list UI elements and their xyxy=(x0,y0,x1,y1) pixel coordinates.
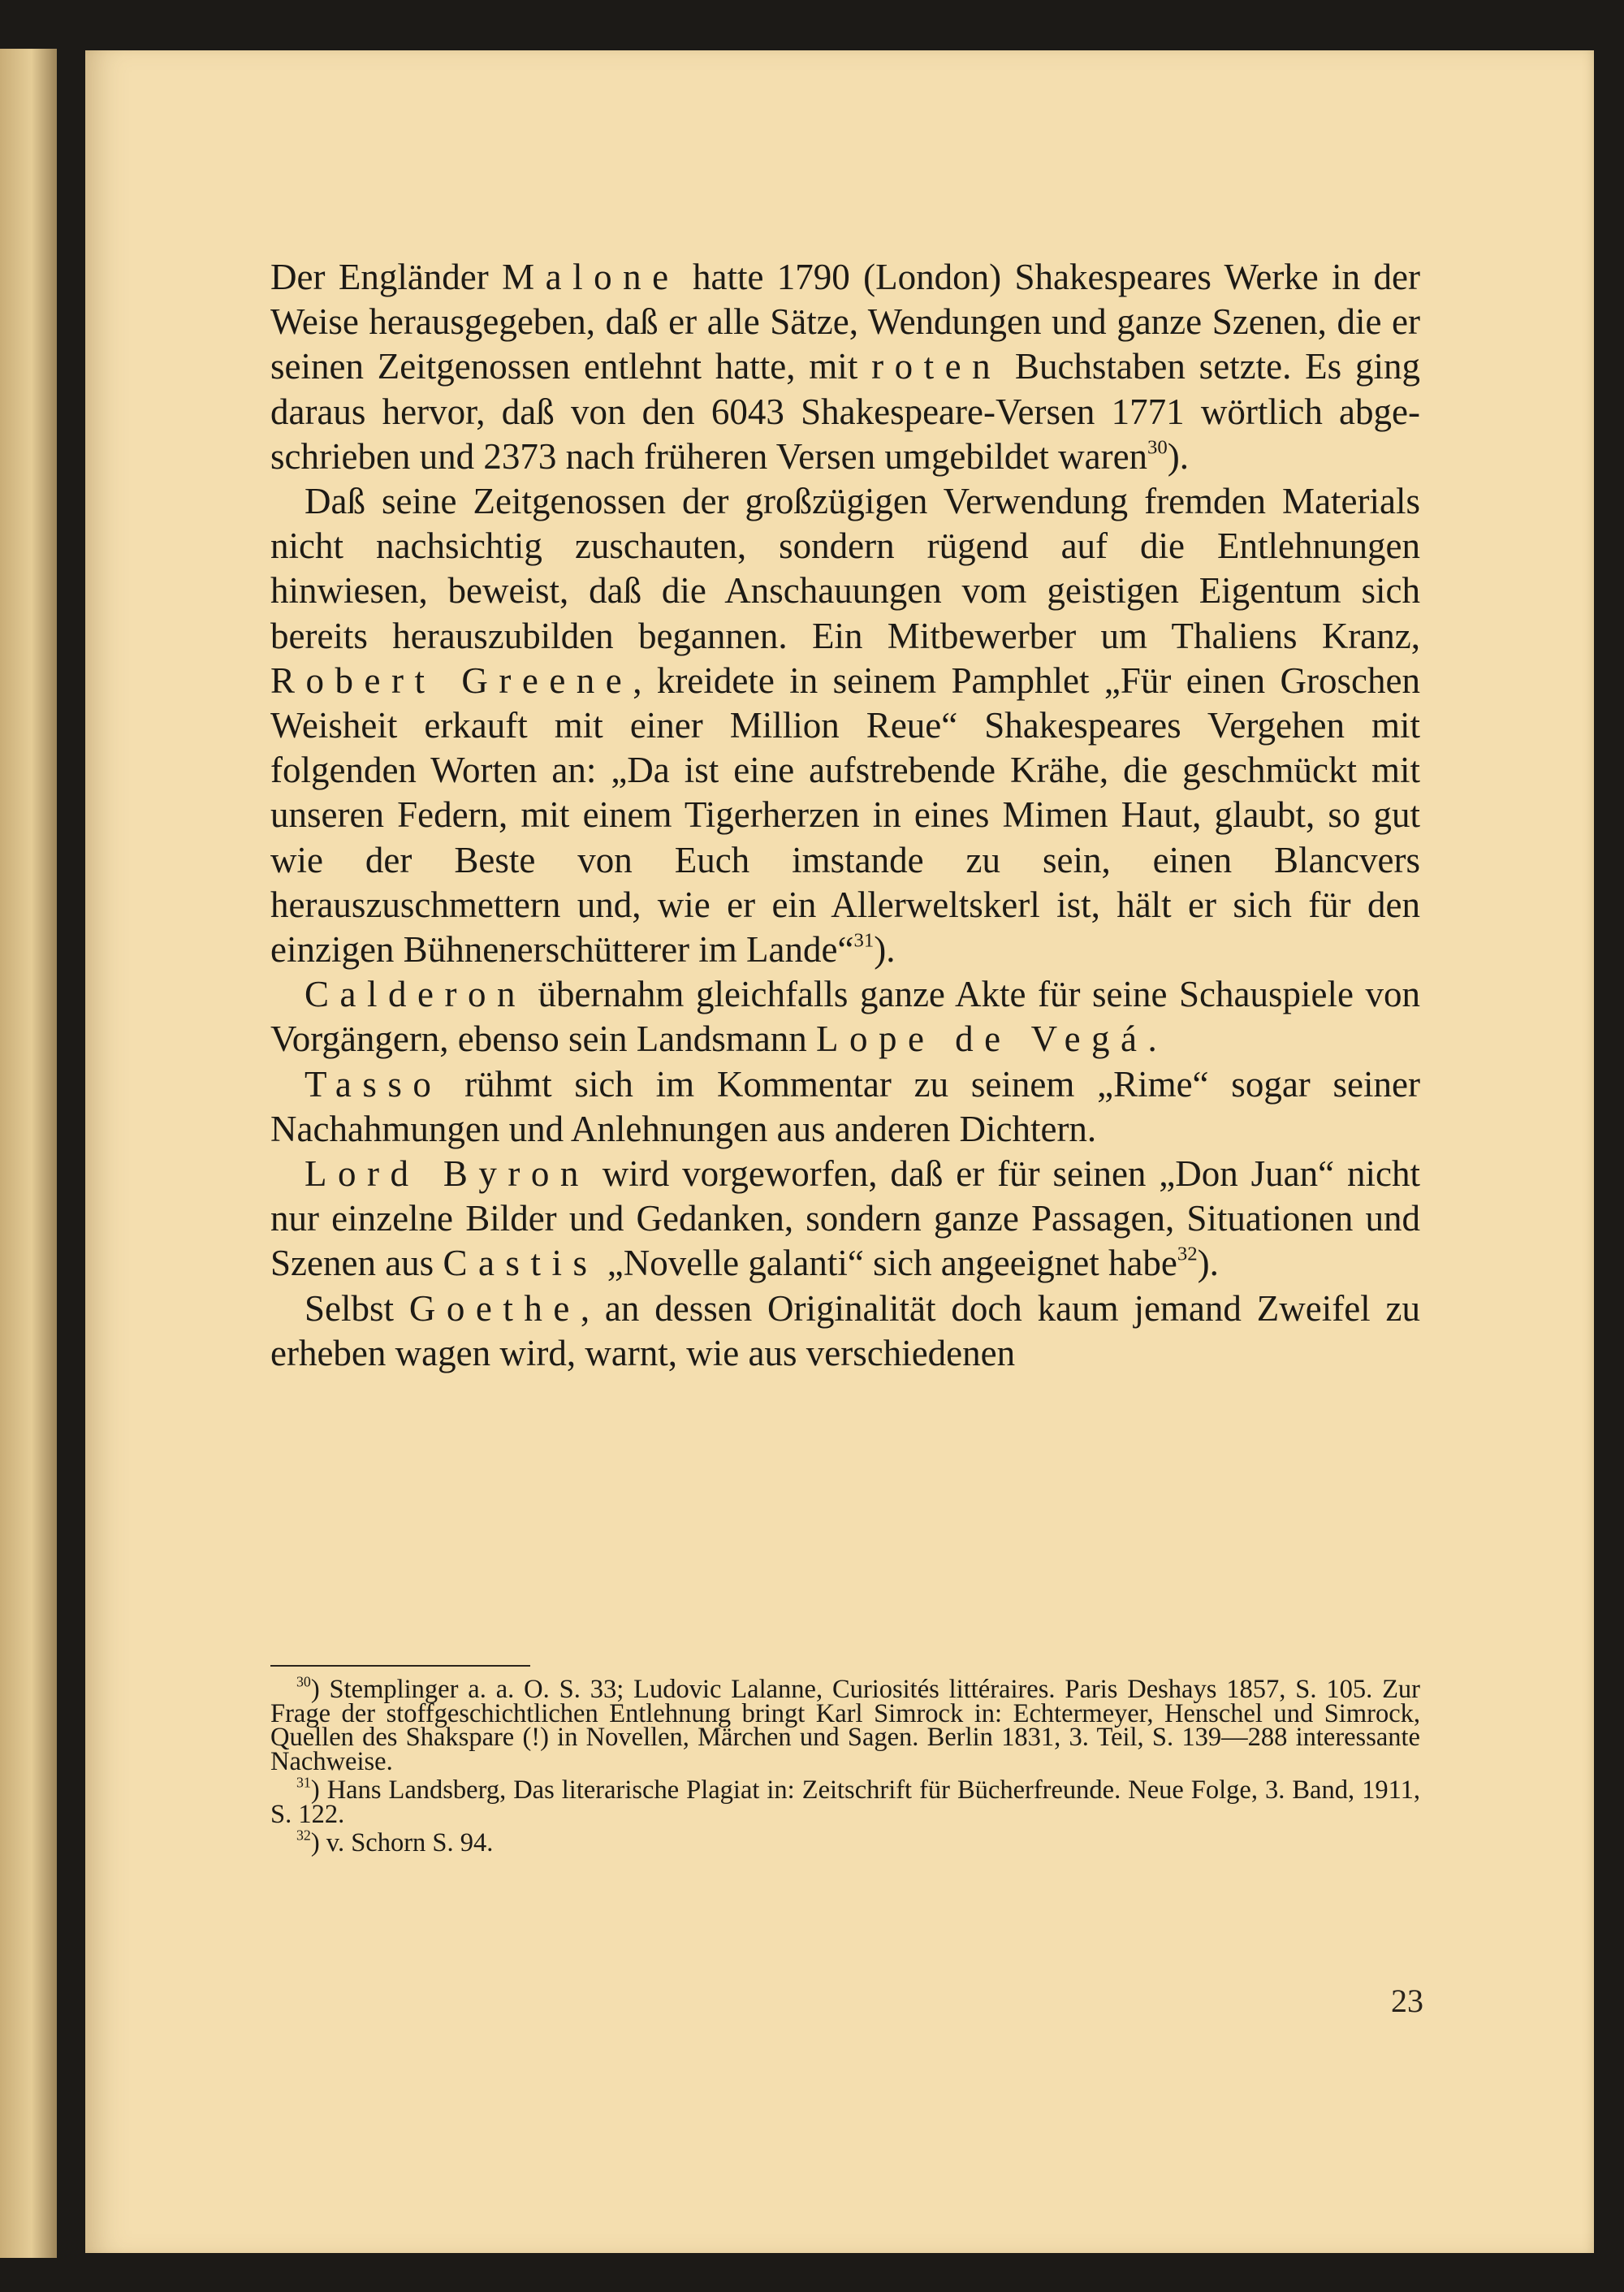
paragraph-6 xyxy=(270,1287,1420,1376)
text-run: Daß seine Zeitgenossen der großzügigen Verwendung fremden Materials nicht nachsichtig zuschauten, sondern rügend auf die Entlehnungen hinwiesen, beweist, daß die Anschauungen vom geistigen Eigentum sich bereits herauszubilden begannen. Ein Mitbewerber um Thaliens Kranz, xyxy=(270,481,1420,656)
text-run: Buchstaben setzte. Es ging daraus hervor, daß von den 6043 Shakespeare-Versen 1771 wörtlich abgeschrieben und 2373 nach früheren Versen umgebildet waren xyxy=(270,346,1421,477)
text-run: Der Engländer xyxy=(270,257,503,297)
footnotes xyxy=(270,1673,1420,1857)
text-run: , an dessen Originalität doch kaum jemand Zweifel zu erheben wagen wird, warnt, wie aus verschiedenen xyxy=(270,1287,1420,1373)
paragraph-3 xyxy=(270,972,1420,1062)
footnote-ref: 32 xyxy=(296,1827,311,1844)
spaced-name: Tasso xyxy=(304,1063,443,1105)
paragraph-2 xyxy=(270,479,1420,972)
page-number: 23 xyxy=(1391,1983,1423,2019)
text-run: wird vorgeworfen, daß er für seinen „Don Juan“ nicht nur einzelne Bilder und Gedanken, sondern ganze Passagen, Situationen und Szenen aus xyxy=(270,1153,1420,1284)
previous-page-edge xyxy=(0,49,57,2258)
paragraph-4 xyxy=(270,1062,1420,1152)
spaced-name: Lord Byron xyxy=(304,1153,590,1195)
text-run: hatte 1790 (London) Shakespeares Werke in der Weise herausgegeben, daß er alle Sätze, Wendungen und ganze Szenen, die er seinen Zeitgenossen entlehnt hatte, mit xyxy=(270,257,1420,387)
text-run: ) Hans Landsberg, Das literarische Plagiat in: Zeitschrift für Bücherfreunde. Neue Folge, 3. Band, 1911, S. 122. xyxy=(270,1775,1420,1829)
spaced-name: Lope de Vegá xyxy=(815,1018,1148,1060)
text-run: ) Stemplinger a. a. O. S. 33; Ludovic Lalanne, Curiosités littéraires. Paris Deshays 1857, S. 105. Zur Frage der stoffgeschichtlichen Entlehnung bringt Karl Simrock in: Echtermeyer, Henschel und Simrock, Quellen des Shakspare (!) in Novellen, Märchen und Sagen. Berlin 1831, 3. Teil, S. 139—288 interessante Nachweise. xyxy=(270,1675,1420,1776)
text-run: , kreidete in seinem Pamphlet „Für einen Groschen Weisheit erkauft mit einer Million Reue“ Shakespeares Vergehen mit folgenden Worten an: „Da ist eine aufstrebende Krähe, die geschmückt mit unseren Federn, mit einem Tigerherzen in eines Mimen Haut, glaubt, so gut wie der Beste von Euch imstande zu sein, einen Blancvers herauszuschmettern und, wie er ein Allerweltskerl ist, hält er sich für den einzigen Bühnenerschütterer im Lande“ xyxy=(270,659,1420,971)
spaced-name: Malone xyxy=(502,257,680,297)
spaced-name: Goethe xyxy=(408,1287,581,1329)
paragraph-5 xyxy=(270,1152,1420,1287)
text-run: ). xyxy=(1167,435,1190,477)
paragraph-1 xyxy=(270,255,1420,479)
footnote-ref: 30 xyxy=(1147,436,1168,459)
footnote-rule xyxy=(270,1665,530,1667)
footnote-ref: 31 xyxy=(296,1774,311,1791)
footnote-31 xyxy=(270,1774,1420,1829)
footnote-32 xyxy=(270,1827,1420,1857)
spaced-name: Robert Greene xyxy=(270,659,633,701)
text-run: rühmt sich im Kommentar zu seinem „Rime“ sogar seiner Nachahmungen und Anlehnungen aus anderen Dichtern. xyxy=(270,1063,1420,1149)
spaced-name: roten xyxy=(871,346,1002,387)
text-run: übernahm gleichfalls ganze Akte für seine Schauspiele von Vorgängern, ebenso sein Landsmann xyxy=(270,974,1420,1060)
footnote-ref: 31 xyxy=(853,929,875,952)
text-run: . xyxy=(1147,1018,1157,1060)
text-run: „Novelle galanti“ sich angeeignet habe xyxy=(598,1243,1177,1284)
footnote-30 xyxy=(270,1673,1420,1776)
text-run: ). xyxy=(1197,1243,1219,1284)
book-page xyxy=(85,50,1594,2253)
footnote-ref: 30 xyxy=(296,1673,311,1690)
body-text xyxy=(270,255,1420,1376)
spaced-name: Castis xyxy=(443,1243,598,1284)
spaced-name: Calderon xyxy=(304,974,526,1015)
footnote-ref: 32 xyxy=(1177,1243,1198,1265)
text-run: ). xyxy=(874,929,896,971)
text-run: Selbst xyxy=(304,1287,409,1329)
text-run: ) v. Schorn S. 94. xyxy=(310,1828,494,1857)
